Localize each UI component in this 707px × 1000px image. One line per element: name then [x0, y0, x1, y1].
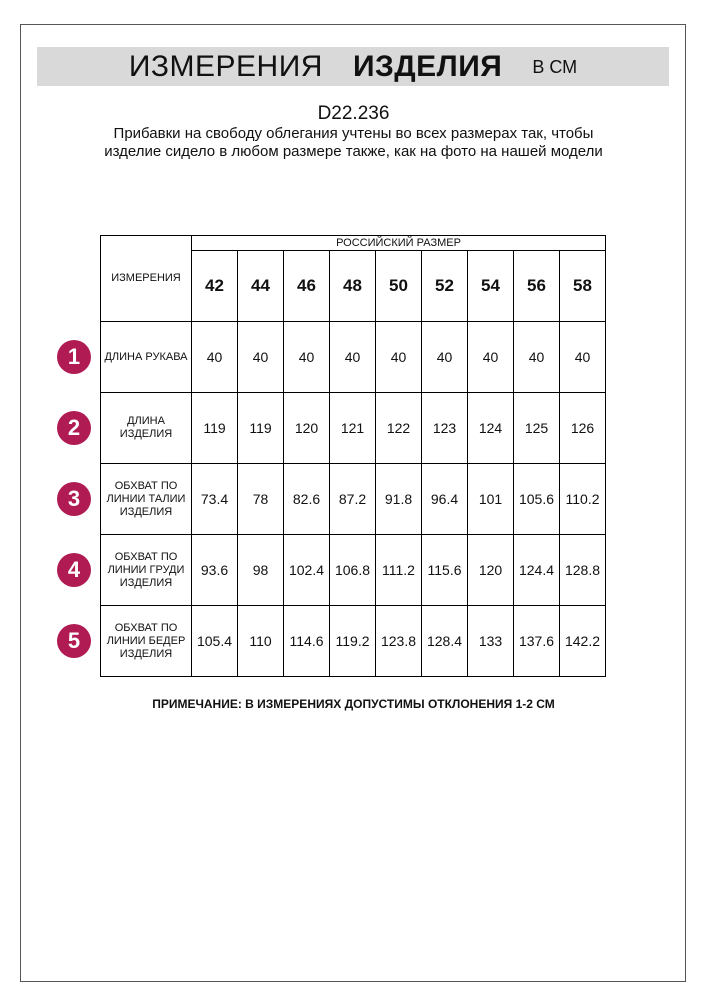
value-cell: 126	[560, 393, 606, 464]
row-number-badge: 3	[57, 482, 91, 516]
value-cell: 82.6	[284, 464, 330, 535]
product-code: D22.236	[317, 103, 390, 124]
value-cell: 40	[238, 322, 284, 393]
value-cell: 40	[330, 322, 376, 393]
value-cell: 133	[468, 606, 514, 677]
value-cell: 87.2	[330, 464, 376, 535]
value-cell: 96.4	[422, 464, 468, 535]
value-cell: 115.6	[422, 535, 468, 606]
value-cell: 93.6	[192, 535, 238, 606]
value-cell: 114.6	[284, 606, 330, 677]
value-cell: 110	[238, 606, 284, 677]
measurements-table	[100, 235, 606, 677]
value-cell: 40	[284, 322, 330, 393]
size-header-cell: 44	[238, 251, 284, 322]
value-cell: 142.2	[560, 606, 606, 677]
value-cell: 137.6	[514, 606, 560, 677]
title-bar	[37, 47, 669, 86]
size-header: РОССИЙСКИЙ РАЗМЕР	[192, 236, 606, 251]
fit-note: Прибавки на свободу облегания учтены во всех размерах так, чтобы изделие сидело в любом размере также, как на фото на нашей модели	[104, 125, 603, 160]
table-row	[101, 464, 606, 535]
value-cell: 40	[468, 322, 514, 393]
value-cell: 101	[468, 464, 514, 535]
value-cell: 123	[422, 393, 468, 464]
value-cell: 91.8	[376, 464, 422, 535]
row-number-badge: 4	[57, 553, 91, 587]
table-row	[101, 322, 606, 393]
value-cell: 73.4	[192, 464, 238, 535]
value-cell: 119	[192, 393, 238, 464]
value-cell: 124.4	[514, 535, 560, 606]
value-cell: 124	[468, 393, 514, 464]
value-cell: 119	[238, 393, 284, 464]
value-cell: 40	[514, 322, 560, 393]
value-cell: 128.4	[422, 606, 468, 677]
row-label: ОБХВАТ ПО ЛИНИИ ГРУДИ ИЗДЕЛИЯ	[101, 535, 192, 606]
value-cell: 106.8	[330, 535, 376, 606]
table-row	[101, 393, 606, 464]
footnote: ПРИМЕЧАНИЕ: В ИЗМЕРЕНИЯХ ДОПУСТИМЫ ОТКЛОНЕНИЯ 1-2 СМ	[152, 697, 555, 711]
value-cell: 120	[284, 393, 330, 464]
value-cell: 78	[238, 464, 284, 535]
value-cell: 120	[468, 535, 514, 606]
value-cell: 105.6	[514, 464, 560, 535]
title-part2: ИЗДЕЛИЯ	[352, 49, 503, 83]
value-cell: 40	[422, 322, 468, 393]
value-cell: 98	[238, 535, 284, 606]
value-cell: 119.2	[330, 606, 376, 677]
row-label: ОБХВАТ ПО ЛИНИИ ТАЛИИ ИЗДЕЛИЯ	[101, 464, 192, 535]
row-label: ДЛИНА ИЗДЕЛИЯ	[101, 393, 192, 464]
value-cell: 111.2	[376, 535, 422, 606]
table-row	[101, 535, 606, 606]
size-header-cell: 52	[422, 251, 468, 322]
size-header-cell: 48	[330, 251, 376, 322]
table-row	[101, 606, 606, 677]
value-cell: 121	[330, 393, 376, 464]
row-number-badge: 2	[57, 411, 91, 445]
size-header-cell: 58	[560, 251, 606, 322]
value-cell: 40	[376, 322, 422, 393]
size-header-cell: 54	[468, 251, 514, 322]
value-cell: 125	[514, 393, 560, 464]
measure-header: ИЗМЕРЕНИЯ	[101, 236, 192, 322]
value-cell: 102.4	[284, 535, 330, 606]
title-part1: ИЗМЕРЕНИЯ	[128, 49, 323, 83]
size-header-cell: 46	[284, 251, 330, 322]
value-cell: 40	[192, 322, 238, 393]
row-label: ОБХВАТ ПО ЛИНИИ БЕДЕР ИЗДЕЛИЯ	[101, 606, 192, 677]
value-cell: 123.8	[376, 606, 422, 677]
row-number-badge: 5	[57, 624, 91, 658]
size-header-cell: 56	[514, 251, 560, 322]
size-header-cell: 42	[192, 251, 238, 322]
size-header-cell: 50	[376, 251, 422, 322]
value-cell: 110.2	[560, 464, 606, 535]
row-label: ДЛИНА РУКАВА	[101, 322, 192, 393]
value-cell: 105.4	[192, 606, 238, 677]
value-cell: 40	[560, 322, 606, 393]
row-number-badge: 1	[57, 340, 91, 374]
title-unit: В СМ	[532, 57, 578, 77]
value-cell: 122	[376, 393, 422, 464]
value-cell: 128.8	[560, 535, 606, 606]
